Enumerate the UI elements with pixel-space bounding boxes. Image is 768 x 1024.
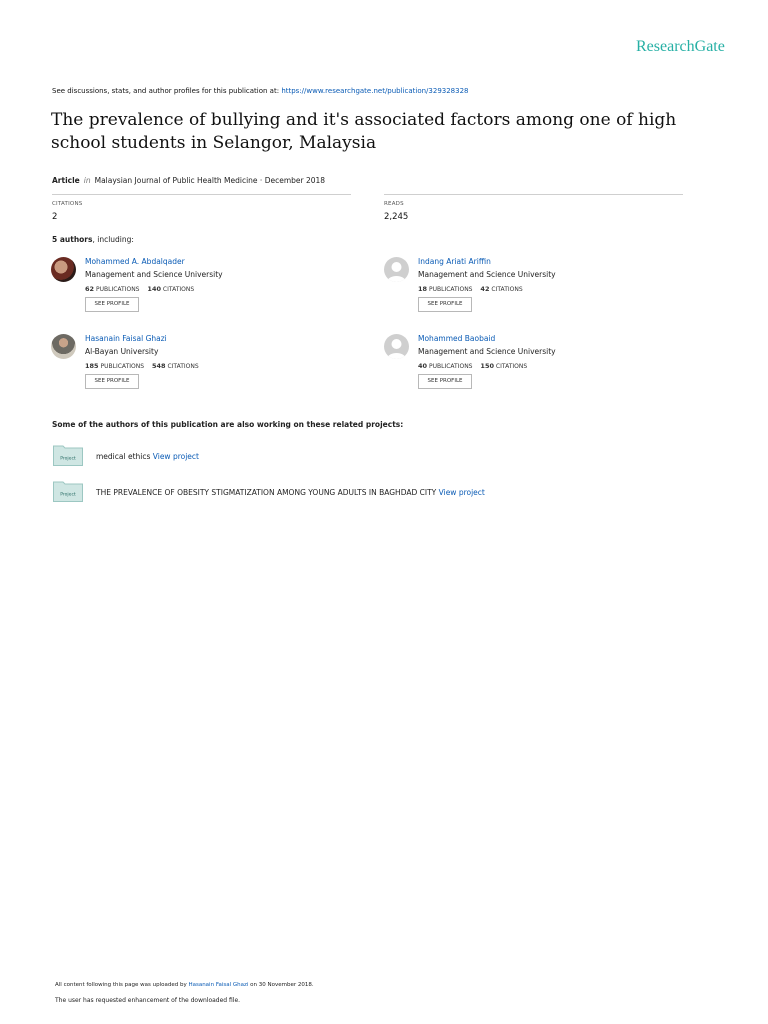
project-icon-label: Project — [60, 456, 76, 462]
project-line — [96, 452, 199, 461]
project-name: THE PREVALENCE OF OBESITY STIGMATIZATION AMONG YOUNG ADULTS IN BAGHDAD CITY — [96, 488, 437, 497]
article-type: Article — [52, 176, 80, 185]
author-counts — [85, 285, 194, 293]
authors-heading-rest: , including: — [92, 235, 134, 244]
author-counts — [418, 285, 523, 293]
author-institution: Management and Science University — [418, 270, 556, 279]
author-card — [51, 334, 351, 396]
venue-date: Malaysian Journal of Public Health Medicine · December 2018 — [94, 176, 326, 185]
discussions-text: See discussions, stats, and author profiles for this publication at: — [52, 87, 282, 95]
author-name-link[interactable]: Mohammed Baobaid — [418, 334, 496, 343]
publications-count: 62 — [85, 285, 95, 293]
related-projects-heading: Some of the authors of this publication are also working on these related projects: — [52, 420, 404, 429]
author-card — [51, 257, 351, 319]
view-project-link[interactable]: View project — [152, 452, 199, 461]
reads-value: 2,245 — [384, 212, 409, 222]
citations-label: CITATIONS — [162, 286, 195, 293]
project-folder-icon[interactable] — [53, 480, 83, 502]
enhancement-note: The user has requested enhancement of the downloaded file. — [55, 997, 241, 1004]
view-project-link[interactable]: View project — [438, 488, 485, 497]
publications-count: 40 — [418, 362, 428, 370]
upload-prefix: All content following this page was uploaded by — [55, 982, 189, 988]
publication-url-link[interactable]: https://www.researchgate.net/publication/329328328 — [281, 87, 469, 95]
see-profile-button[interactable]: SEE PROFILE — [418, 374, 472, 389]
author-card — [384, 334, 684, 396]
citations-label: CITATIONS — [52, 201, 83, 207]
citations-count: 548 — [151, 362, 166, 370]
publications-label: PUBLICATIONS — [428, 363, 473, 370]
see-profile-button[interactable]: SEE PROFILE — [85, 297, 139, 312]
author-card — [384, 257, 684, 319]
project-item — [53, 480, 83, 506]
author-avatar-placeholder[interactable] — [384, 257, 409, 282]
project-item — [53, 444, 83, 470]
author-name-link[interactable]: Mohammed A. Abdalqader — [85, 257, 185, 266]
paper-meta — [52, 176, 325, 185]
user-silhouette-icon — [384, 334, 409, 359]
authors-heading — [52, 235, 134, 244]
reads-label: READS — [384, 201, 404, 207]
author-institution: Management and Science University — [418, 347, 556, 356]
author-institution: Management and Science University — [85, 270, 223, 279]
authors-count: 5 authors — [52, 235, 93, 244]
researchgate-logo[interactable]: ResearchGate — [636, 38, 725, 55]
publications-count: 18 — [418, 285, 428, 293]
discussions-line — [52, 87, 469, 95]
project-line — [96, 488, 485, 497]
uploader-link[interactable]: Hasanain Faisal Ghazi — [188, 982, 249, 988]
citations-label: CITATIONS — [495, 363, 528, 370]
citations-divider — [52, 194, 351, 195]
upload-note — [55, 982, 314, 988]
publications-label: PUBLICATIONS — [95, 286, 140, 293]
citations-count: 42 — [480, 285, 490, 293]
paper-title: The prevalence of bullying and it's associated factors among one of high school students in Selangor, Malaysia — [51, 110, 677, 153]
project-icon-label: Project — [60, 492, 76, 498]
user-silhouette-icon — [384, 257, 409, 282]
author-avatar[interactable] — [51, 334, 76, 359]
author-institution: Al-Bayan University — [85, 347, 159, 356]
see-profile-button[interactable]: SEE PROFILE — [418, 297, 472, 312]
author-name-link[interactable]: Indang Ariati Ariffin — [418, 257, 491, 266]
publications-label: PUBLICATIONS — [100, 363, 145, 370]
project-name: medical ethics — [96, 452, 151, 461]
citations-count: 150 — [480, 362, 494, 370]
citations-label: CITATIONS — [167, 363, 199, 370]
citations-label: CITATIONS — [491, 286, 523, 293]
citations-count: 140 — [147, 285, 161, 293]
author-name-link[interactable]: Hasanain Faisal Ghazi — [85, 334, 167, 343]
author-avatar[interactable] — [51, 257, 76, 282]
publications-count: 185 — [85, 362, 99, 370]
upload-suffix: on 30 November 2018. — [248, 982, 314, 988]
reads-divider — [384, 194, 683, 195]
author-avatar-placeholder[interactable] — [384, 334, 409, 359]
publications-label: PUBLICATIONS — [428, 286, 473, 293]
citations-value: 2 — [52, 212, 58, 222]
in-word: in — [83, 176, 91, 185]
see-profile-button[interactable]: SEE PROFILE — [85, 374, 139, 389]
author-counts — [85, 362, 199, 370]
author-counts — [418, 362, 527, 370]
project-folder-icon[interactable] — [53, 444, 83, 466]
